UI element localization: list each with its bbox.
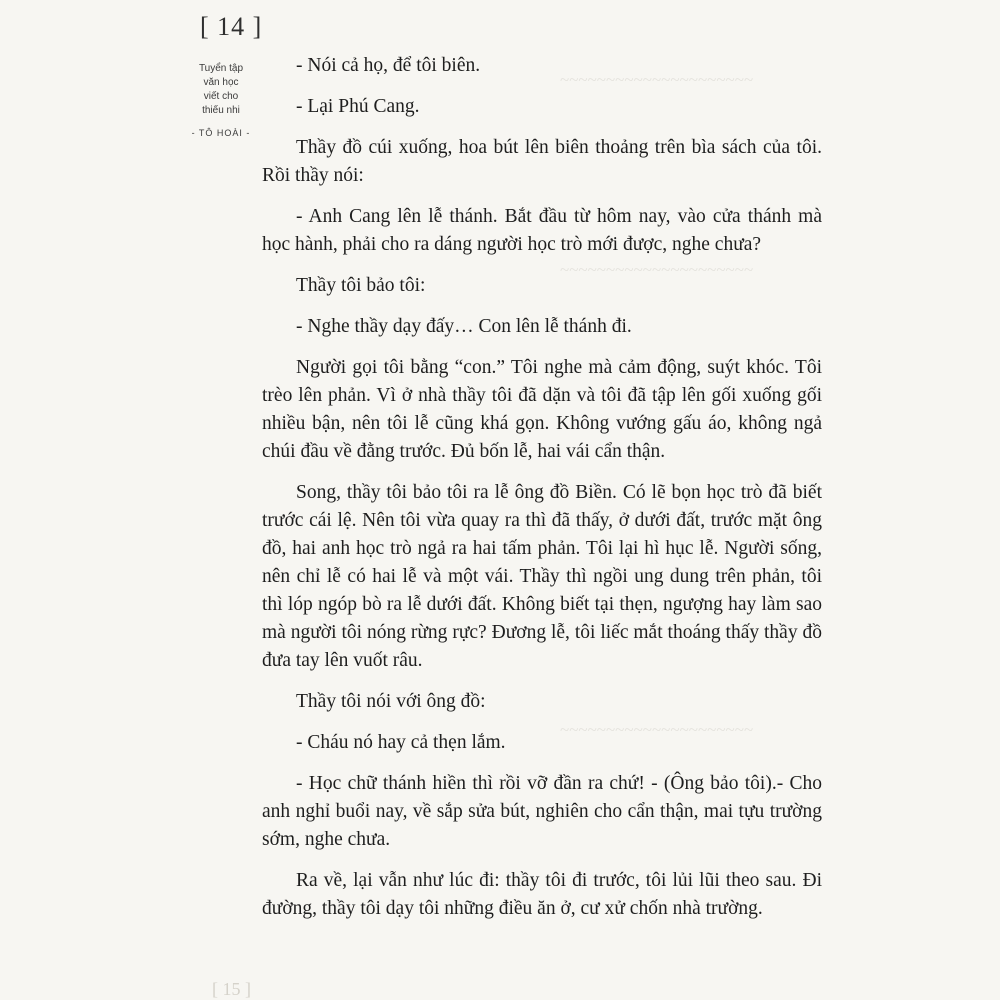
paragraph: Thầy đồ cúi xuống, hoa bút lên biên thoảng trên bìa sách của tôi. Rồi thầy nói: — [262, 137, 822, 186]
paragraph: Thầy tôi bảo tôi: — [296, 275, 426, 296]
side-note-line: viết cho — [203, 91, 239, 102]
side-note-author: - TÔ HOÀI - — [191, 128, 251, 138]
side-note-line: văn học — [203, 77, 239, 88]
paragraph: - Học chữ thánh hiền thì rồi vỡ đần ra chứ! - (Ông bảo tôi).- Cho anh nghỉ buổi nay, về sắp sửa bút, nghiên cho cẩn thận, mai tựu trường sớm, nghe chưa. — [262, 773, 822, 850]
show-through-text: ~~~~~~~~~~~~~~~~~~~~~ — [560, 70, 754, 89]
paragraph: Thầy tôi nói với ông đồ: — [296, 691, 486, 712]
side-note-line: Tuyển tập — [198, 63, 244, 74]
show-through-text: ~~~~~~~~~~~~~~~~~~~~~ — [560, 720, 754, 739]
paragraph: Song, thầy tôi bảo tôi ra lễ ông đồ Biền. Có lẽ bọn học trò đã biết trước cái lệ. Nên tôi vừa quay ra thì đã thấy, ở dưới đất, trước mặt ông đồ, hai anh học trò ngả ra hai tấm phản. Tôi lại hì hục lễ. Người sống, nên chỉ lễ có hai lễ và một vái. Thầy thì ngồi ung dung trên phản, tôi thì lóp ngóp bò ra lễ dưới đất. Không biết tại thẹn, ngượng hay làm sao mà người tôi nóng rừng rực? Đương lễ, tôi liếc mắt thoáng thấy thầy đồ đưa tay lên vuốt râu. — [262, 482, 822, 671]
paragraph: Ra về, lại vẫn như lúc đi: thầy tôi đi trước, tôi lủi lũi theo sau. Đi đường, thầy tôi dạy tôi những điều ăn ở, cư xử chốn nhà trường. — [262, 870, 822, 919]
paragraph: - Nghe thầy dạy đấy… Con lên lễ thánh đi. — [296, 316, 632, 337]
show-through-text: ~~~~~~~~~~~~~~~~~~~~~ — [560, 260, 754, 279]
show-through-page-number: [ 15 ] — [212, 979, 251, 999]
series-side-note — [186, 62, 256, 140]
page-number: [ 14 ] — [200, 12, 263, 41]
paragraph: - Cháu nó hay cả thẹn lắm. — [296, 732, 506, 753]
paragraph: - Nói cả họ, để tôi biên. — [296, 55, 481, 76]
paragraph: - Anh Cang lên lễ thánh. Bắt đầu từ hôm nay, vào cửa thánh mà học hành, phải cho ra dáng người học trò mới được, nghe chưa? — [262, 206, 822, 255]
paragraph: Người gọi tôi bằng “con.” Tôi nghe mà cảm động, suýt khóc. Tôi trèo lên phản. Vì ở nhà thầy tôi đã dặn và tôi đã tập lên gối xuống gối nhiều bận, nên tôi lễ cũng khá gọn. Không vướng gấu áo, không ngả chúi đầu về đằng trước. Đủ bốn lễ, hai vái cẩn thận. — [262, 357, 822, 462]
side-note-line: thiếu nhi — [202, 105, 240, 116]
paragraph: - Lại Phú Cang. — [296, 96, 420, 117]
body-text — [262, 52, 822, 936]
